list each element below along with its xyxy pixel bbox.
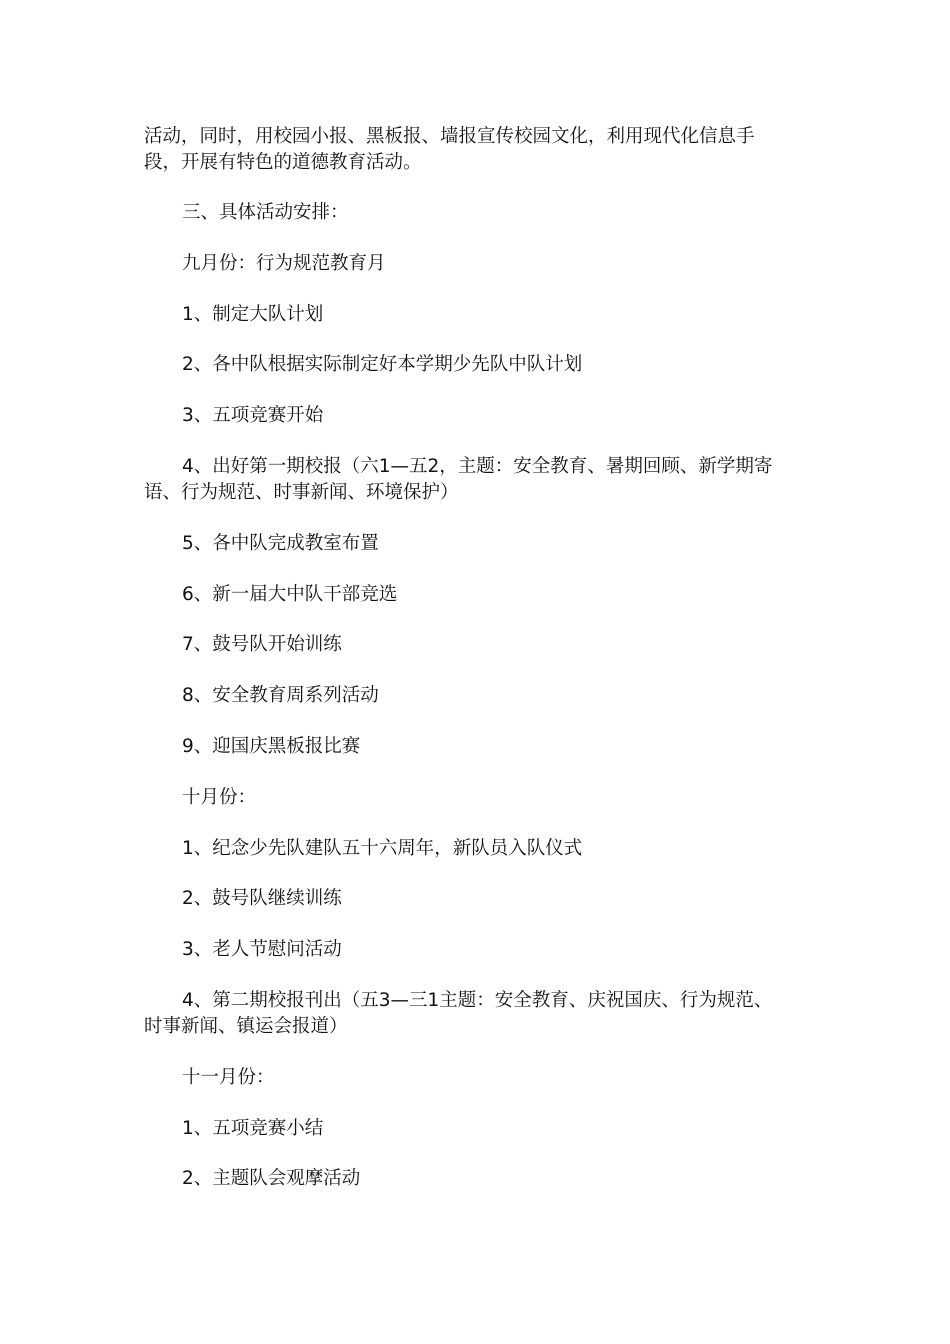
list-item: 8、安全教育周系列活动 bbox=[182, 685, 379, 707]
list-item: 6、新一届大中队干部竞选 bbox=[182, 583, 398, 605]
list-item: 2、各中队根据实际制定好本学期少先队中队计划 bbox=[182, 354, 583, 376]
list-item: 3、老人节慰问活动 bbox=[182, 939, 342, 961]
intro-line-2: 段，开展有特色的道德教育活动。 bbox=[144, 152, 422, 173]
list-item: 3、五项竞赛开始 bbox=[182, 405, 324, 427]
section-heading: 三、具体活动安排： bbox=[182, 202, 349, 223]
october-heading: 十月份： bbox=[182, 786, 257, 808]
list-item-line-2: 时事新闻、镇运会报道） bbox=[144, 1015, 348, 1037]
list-item bbox=[144, 988, 814, 1040]
list-item: 5、各中队完成教室布置 bbox=[182, 532, 379, 554]
list-item-line-1: 4、出好第一期校报（六1—五2，主题：安全教育、暑期回顾、新学期寄 bbox=[182, 455, 773, 477]
list-item: 1、制定大队计划 bbox=[182, 303, 324, 325]
intro-line-1: 活动，同时，用校园小报、黑板报、墙报宣传校园文化，利用现代化信息手 bbox=[144, 126, 755, 147]
list-item-line-2: 语、行为规范、时事新闻、环境保护） bbox=[144, 481, 459, 503]
intro-paragraph bbox=[144, 124, 814, 176]
september-heading: 九月份：行为规范教育月 bbox=[182, 252, 386, 274]
document-body bbox=[144, 124, 814, 1217]
list-item: 2、主题队会观摩活动 bbox=[182, 1168, 361, 1190]
list-item: 2、鼓号队继续训练 bbox=[182, 888, 342, 910]
list-item: 7、鼓号队开始训练 bbox=[182, 634, 342, 656]
list-item-line-1: 4、第二期校报刊出（五3—三1主题：安全教育、庆祝国庆、行为规范、 bbox=[182, 989, 773, 1011]
list-item: 1、五项竞赛小结 bbox=[182, 1117, 324, 1139]
list-item bbox=[144, 454, 814, 506]
november-heading: 十一月份： bbox=[182, 1066, 275, 1088]
list-item: 9、迎国庆黑板报比赛 bbox=[182, 735, 361, 757]
list-item: 1、纪念少先队建队五十六周年，新队员入队仪式 bbox=[182, 837, 583, 859]
